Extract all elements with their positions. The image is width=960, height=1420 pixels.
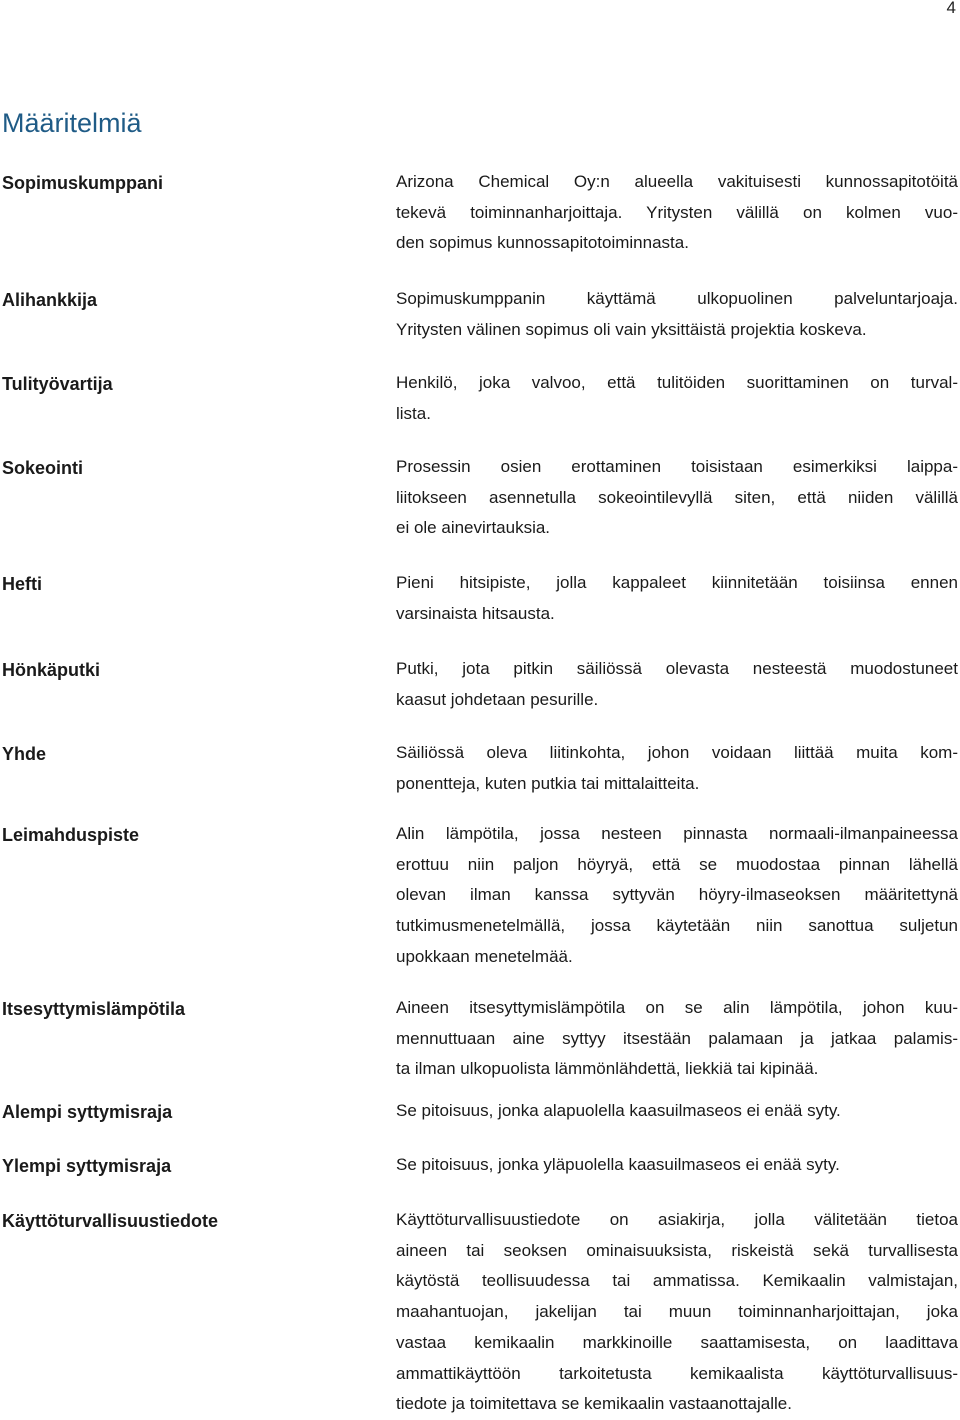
definition-line: Arizona Chemical Oy:n alueella vakituisesti kunnossapitotöitä [396,172,958,191]
definition-term: Sopimuskumppani [2,173,164,193]
definition-line: vastaa kemikaalin markkinoille saattamisesta, on laadittava [396,1332,958,1352]
definition-line: käytöstä teollisuudessa tai ammatissa. Kemikaalin valmistajan, [396,1271,958,1291]
definition-line: tiedote ja toimitettava se kemikaalin vastaanottajalle. [396,1394,792,1414]
definition-line: Käyttöturvallisuustiedote on asiakirja, jolla välitetään tietoa [396,1210,958,1229]
definition-line: ta ilman ulkopuolista lämmönlähdettä, liekkiä tai kipinää. [396,1059,819,1079]
definition-text [396,819,958,973]
definition-line: Putki, jota pitkin säiliössä olevasta nesteestä muodostuneet [396,659,958,678]
definition-line: Säiliössä oleva liitinkohta, johon voidaan liittää muita kom- [396,743,958,762]
page-number: 4 [946,0,956,17]
definition-text [396,654,958,715]
definition-text [396,1096,958,1127]
definition-line: aineen tai seoksen ominaisuuksista, riskeistä sekä turvallisesta [396,1240,958,1260]
definition-text [396,1205,958,1420]
definition-text [396,1150,958,1181]
definition-line: erottuu niin paljon höyryä, että se muodostaa pinnan lähellä [396,854,958,874]
definition-term: Yhde [2,744,47,764]
definition-text [396,284,958,345]
definition-line: Aineen itsesyttymislämpötila on se alin lämpötila, johon kuu- [396,998,958,1017]
definition-term: Tulityövartija [2,374,113,394]
definition-term: Alihankkija [2,290,98,310]
definition-term: Hefti [2,574,42,594]
definition-line: Se pitoisuus, jonka alapuolella kaasuilmaseos ei enää syty. [396,1101,841,1120]
definition-line: den sopimus kunnossapitotoiminnasta. [396,233,689,253]
definition-term: Sokeointi [2,458,84,478]
definition-text [396,452,958,544]
definition-line: olevan ilman kanssa syttyvän höyry-ilmaseoksen määritettynä [396,885,958,905]
definition-line: varsinaista hitsausta. [396,603,555,623]
definition-text [396,167,958,259]
definition-line: mennuttuaan aine syttyy itsestään palamaan ja jatkaa palamis- [396,1028,958,1048]
definition-line: tutkimusmenetelmällä, jossa käytetään niin sanottua suljetun [396,916,958,936]
definition-line: ei ole ainevirtauksia. [396,518,551,538]
definition-line: Henkilö, joka valvoo, että tulitöiden suorittaminen on turval- [396,373,958,392]
definition-text [396,568,958,629]
definition-line: Sopimuskumppanin käyttämä ulkopuolinen palveluntarjoaja. [396,289,958,308]
definition-term: Käyttöturvallisuustiedote [2,1211,219,1231]
definition-line: upokkaan menetelmää. [396,946,573,966]
page-title: Määritelmiä [2,108,142,138]
definition-term: Hönkäputki [2,660,101,680]
definition-line: Se pitoisuus, jonka yläpuolella kaasuilmaseos ei enää syty. [396,1155,840,1174]
definition-term: Leimahduspiste [2,825,140,845]
definition-term: Itsesyttymislämpötila [2,999,186,1019]
definition-text [396,368,958,429]
definition-line: lista. [396,403,431,423]
definition-text [396,993,958,1085]
definition-line: ponentteja, kuten putkia tai mittalaitteita. [396,773,700,793]
definition-text [396,738,958,799]
definition-line: maahantuojan, jakelijan tai muun toiminnanharjoittajan, joka [396,1302,958,1322]
definition-line: ammattikäyttöön tarkoitetusta kemikaalista käyttöturvallisuus- [396,1363,958,1383]
definition-term: Ylempi syttymisraja [2,1156,172,1176]
definition-line: Alin lämpötila, jossa nesteen pinnasta normaali-ilmanpaineessa [396,824,958,843]
definition-line: Pieni hitsipiste, jolla kappaleet kiinnitetään toisiinsa ennen [396,573,958,592]
definition-line: liitokseen asennetulla sokeointilevyllä siten, että niiden välillä [396,487,958,507]
definition-term: Alempi syttymisraja [2,1102,173,1122]
definition-line: Yritysten välinen sopimus oli vain yksittäistä projektia koskeva. [396,319,867,339]
definition-line: tekevä toiminnanharjoittaja. Yritysten välillä on kolmen vuo- [396,202,958,222]
definition-line: Prosessin osien erottaminen toisistaan esimerkiksi laippa- [396,457,958,476]
definition-line: kaasut johdetaan pesurille. [396,689,599,709]
